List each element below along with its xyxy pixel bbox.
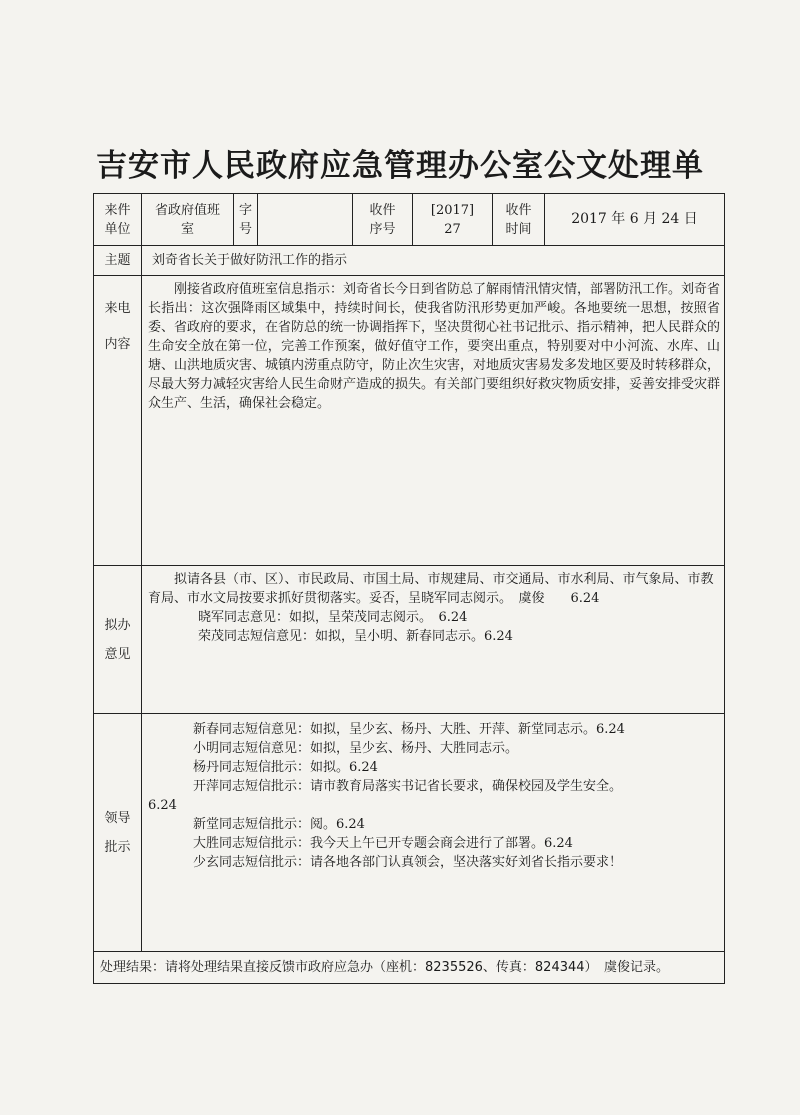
opinion-body [142, 566, 725, 714]
content-row [94, 276, 725, 566]
subject-row [94, 246, 725, 276]
subject-value: 刘奇省长关于做好防汛工作的指示 [142, 246, 725, 276]
from-unit-label: 来件 单位 [94, 194, 142, 246]
leaders-label: 领导 批示 [94, 714, 142, 952]
content-text: 刚接省政府值班室信息指示：刘奇省长今日到省防总了解雨情汛情灾情，部署防汛工作。刘奇省长指出：这次强降雨区域集中，持续时间长，使我省防汛形势更加严峻。各地要统一思想，按照省委、省政府的要求，在省防总的统一协调指挥下，坚决贯彻心社书记批示、指示精神，把人民群众的生命安全放在第一位，完善工作预案，做好值守工作，要突出重点，特别要对中小河流、水库、山塘、山洪地质灾害、城镇内涝重点防守，防止次生灾害，对地质灾害易发多发地区要及时转移群众，尽最大努力减轻灾害给人民生命财产造成的损失。有关部门要组织好救灾物质安排，妥善安排受灾群众生产、生活，确保社会稳定。 [148, 282, 721, 411]
opinion-line-3: 荣茂同志短信意见：如拟，呈小明、新春同志示。6.24 [198, 629, 513, 644]
doc-number-value [258, 194, 353, 246]
document-title: 吉安市人民政府应急管理办公室公文处理单 [96, 148, 704, 184]
opinion-label: 拟办 意见 [94, 566, 142, 714]
processing-form [93, 193, 725, 984]
leader-note-7: 少玄同志短信批示：请各地各部门认真领会，坚决落实好刘省长指示要求！ [193, 855, 623, 870]
from-unit-value: 省政府值班 室 [142, 194, 234, 246]
doc-number-label: 字 号 [234, 194, 258, 246]
leader-note-6: 大胜同志短信批示：我今天上午已开专题会商会进行了部署。6.24 [193, 836, 573, 851]
opinion-row [94, 566, 725, 714]
leader-note-3: 杨丹同志短信批示：如拟。6.24 [193, 760, 378, 775]
leader-note-5: 新堂同志短信批示：阅。6.24 [193, 817, 365, 832]
leader-note-4: 开萍同志短信批示：请市教育局落实书记省长要求，确保校园及学生安全。 [193, 779, 623, 794]
result-row [94, 952, 725, 984]
serial-value: [2017] 27 [413, 194, 493, 246]
content-label: 来电 内容 [94, 276, 142, 566]
leader-note-4-date: 6.24 [148, 798, 177, 813]
opinion-line-1: 拟请各县（市、区）、市民政局、市国土局、市规建局、市交通局、市水利局、市气象局、市教育局、市水文局按要求抓好贯彻落实。妥否，呈晓军同志阅示。 虞俊 6.24 [148, 572, 714, 606]
leaders-row [94, 714, 725, 952]
subject-label: 主题 [94, 246, 142, 276]
receive-time-value: 2017 年 6 月 24 日 [545, 194, 725, 246]
leaders-body [142, 714, 725, 952]
result-text: 处理结果：请将处理结果直接反馈市政府应急办（座机：8235526、传真：824344） 虞俊记录。 [94, 952, 725, 984]
header-row [94, 194, 725, 246]
serial-label: 收件 序号 [353, 194, 413, 246]
opinion-line-2: 晓军同志意见：如拟，呈荣茂同志阅示。 6.24 [198, 610, 468, 625]
leader-note-2: 小明同志短信意见：如拟，呈少玄、杨丹、大胜同志示。 [193, 741, 519, 756]
receive-time-label: 收件 时间 [493, 194, 545, 246]
leader-note-1: 新春同志短信意见：如拟，呈少玄、杨丹、大胜、开萍、新堂同志示。6.24 [193, 722, 625, 737]
content-body [142, 276, 725, 566]
